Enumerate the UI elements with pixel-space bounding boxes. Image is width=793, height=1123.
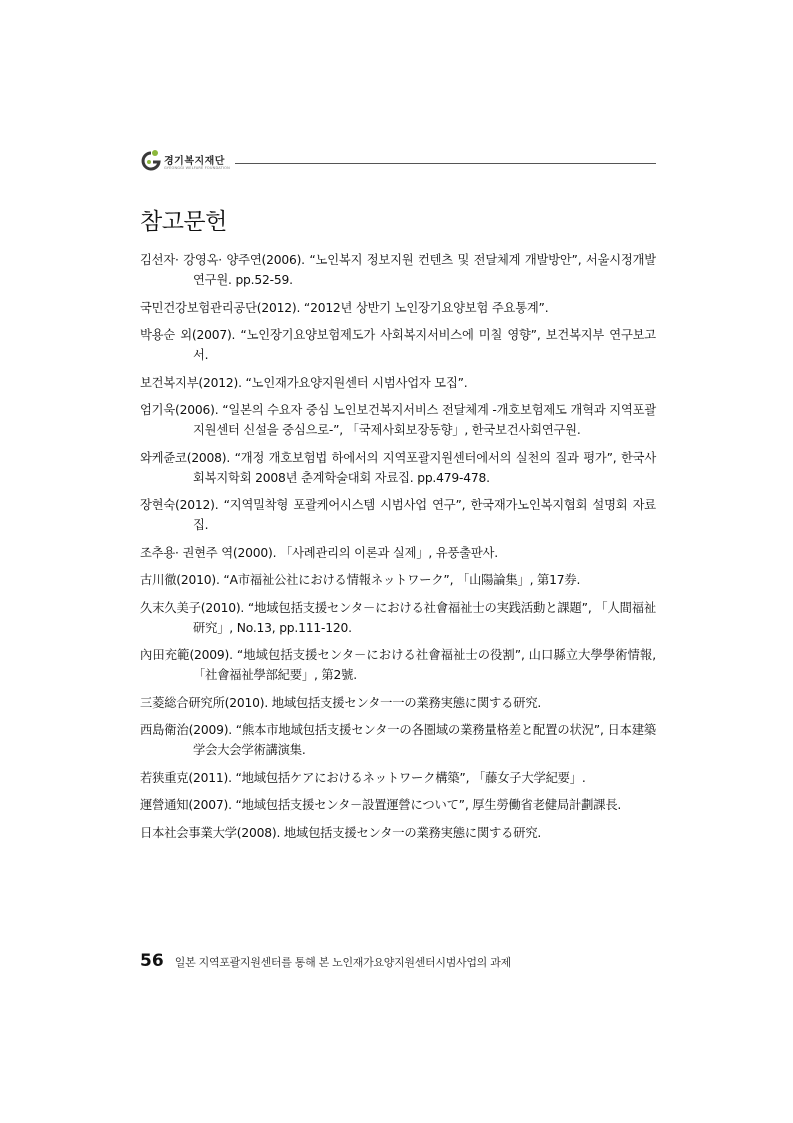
header-divider [235, 163, 656, 164]
page-header [140, 149, 656, 179]
reference-item: 김선자· 강영옥· 양주연(2006). “노인복지 정보지원 컨텐츠 및 전달체계 개발방안”, 서울시정개발연구원. pp.52-59. [140, 253, 656, 287]
foundation-logo-icon [140, 149, 162, 173]
foundation-logo-text: 경기복지재단 [164, 156, 225, 167]
reference-item: 西島衛治(2009). “熊本市地域包括支援センタ一の各圏域の業務量格差と配置の状況”, 日本建築学会大会学術講演集. [140, 723, 656, 757]
reference-item: 內田充範(2009). “地域包括支援センタ－における社會福祉士の役割”, 山口縣立大學學術情報, 「社會福祉學部紀要」, 第2號. [140, 648, 656, 682]
reference-item: 와케쥰코(2008). “개정 개호보험법 하에서의 지역포괄지원센터에서의 실천의 질과 평가”, 한국사회복지학회 2008년 춘계학술대회 자료집. pp.479-478. [140, 450, 656, 485]
reference-item: 日本社会事業大学(2008). 地域包括支援センタ一の業務実態に関する研究. [140, 825, 542, 840]
foundation-logo-subtitle: GYEONGGI WELFARE FOUNDATION [164, 166, 230, 170]
section-title: 참고문헌 [140, 209, 227, 235]
reference-item: 보건복지부(2012). “노인재가요양지원센터 시범사업자 모집”. [140, 375, 468, 390]
reference-item: 運營通知(2007). “地域包括支援センタ－設置運營について”, 厚生勞働省老健局計劃課長. [140, 798, 622, 812]
reference-item: 국민건강보험관리공단(2012). “2012년 상반기 노인장기요양보험 주요통계”. [140, 300, 549, 315]
reference-item: 조추용· 권현주 역(2000). 「사례관리의 이론과 실제」, 유풍출판사. [140, 545, 498, 560]
reference-item: 若狭重克(2011). “地域包括ケアにおけるネットワーク構築”, 「藤女子大学紀要」. [140, 770, 586, 785]
page-number: 56 [140, 951, 164, 971]
page-footer [140, 951, 511, 971]
reference-item: 장현숙(2012). “지역밀착형 포괄케어시스템 시범사업 연구”, 한국재가노인복지협회 설명회 자료집. [140, 498, 656, 532]
running-title: 일본 지역포괄지원센터를 통해 본 노인재가요양지원센터시범사업의 과제 [174, 956, 511, 969]
reference-item: 古川徹(2010). “A市福祉公社における情報ネットワーク”, 「山陽論集」, 第17券. [140, 573, 581, 587]
reference-list [140, 250, 656, 850]
reference-item: 三菱総合研究所(2010). 地域包括支援センタ一一の業務実態に関する研究. [140, 695, 542, 710]
reference-item: 박용순 외(2007). “노인장기요양보험제도가 사회복지서비스에 미칠 영향”, 보건복지부 연구보고서. [140, 328, 656, 362]
reference-item: 久末久美子(2010). “地域包括支援センタ－における社會福祉士の実践活動と課題”, 「人間福祉研究」, No.13, pp.111-120. [140, 600, 656, 635]
reference-item: 엄기욱(2006). “일본의 수요자 중심 노인보건복지서비스 전달체계 -개호보험제도 개혁과 지역포괄지원센터 신설을 중심으로-”, 「국제사회보장동향」, 한국보건사회연구원. [140, 403, 656, 437]
